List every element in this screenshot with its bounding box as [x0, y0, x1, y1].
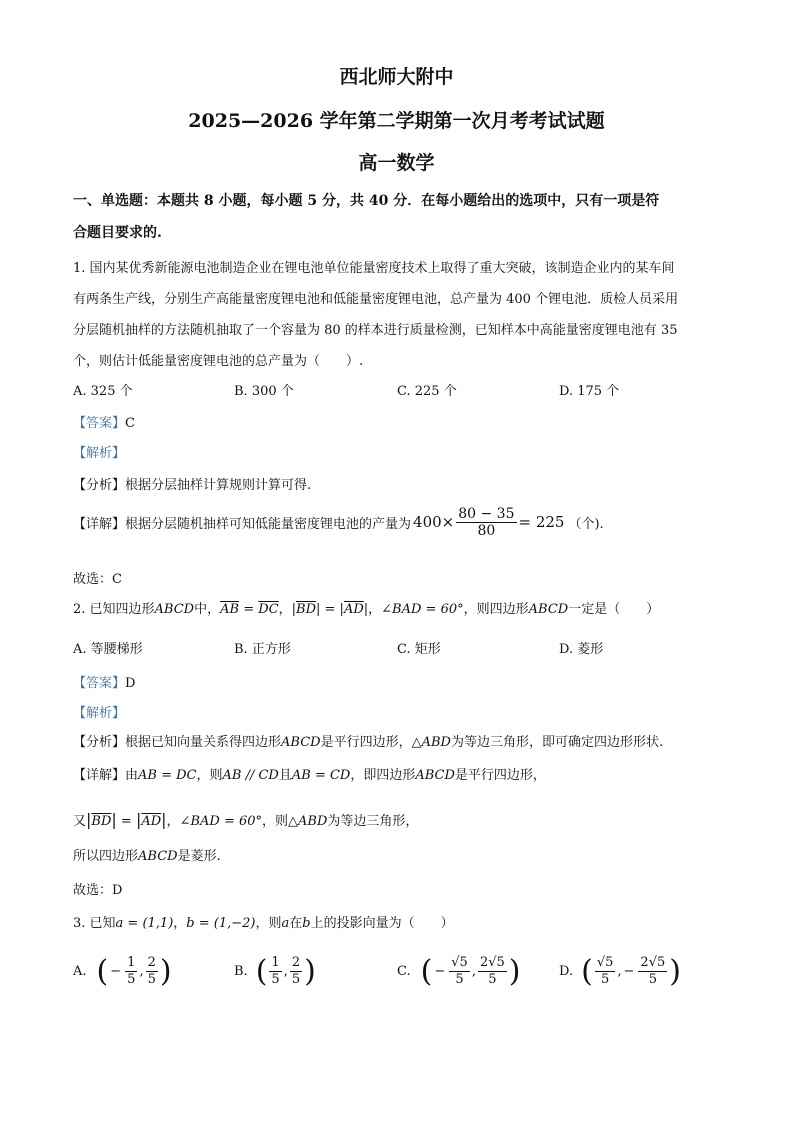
- q1-stem-line1: 1. 国内某优秀新能源电池制造企业在锂电池单位能量密度技术上取得了重大突破，该制造企业内的某车间: [73, 261, 675, 276]
- sep: ,: [283, 963, 288, 979]
- angle-bad: ∠BAD = 60°: [381, 602, 464, 617]
- neg-sign: −: [110, 963, 122, 979]
- formula-result: = 225: [518, 513, 565, 531]
- comma: ，: [368, 602, 382, 617]
- frac-den: 5: [648, 971, 657, 987]
- fenxi-post: 为等边三角形，即可确定四边形形状.: [450, 735, 664, 750]
- vec-a: a: [281, 916, 290, 931]
- vec-bd: $\overline{BD}$: [91, 814, 112, 829]
- subject-title: 高一数学: [358, 152, 435, 174]
- xj-2: ，则: [196, 768, 223, 783]
- q2-quad: ABCD: [138, 849, 178, 864]
- frac-num: 1: [271, 954, 280, 970]
- frac-den: 5: [291, 971, 301, 987]
- xiangjie-tag: 【详解】: [73, 768, 126, 783]
- xj-1: 由: [125, 768, 139, 783]
- xj-eq: AB = DC: [138, 768, 197, 783]
- q1-stem-line4: 个，则估计低能量密度锂电池的总产量为（ ）.: [73, 354, 364, 369]
- formula-denominator: 80: [477, 522, 496, 539]
- q2-quad: ABCD: [154, 602, 195, 617]
- section1-line1: 一、单选题：本题共 8 小题，每小题 5 分，共 40 分．在每小题给出的选项中，只有一项是符: [73, 193, 660, 209]
- fenxi-tag: 【分析】: [73, 478, 126, 493]
- q3-option-c: C. ( − $\frac{√5}{5}$ , $\frac{2√5}{5}$ ): [397, 953, 521, 989]
- q3-option-a: A. ( − $\frac{1}{5}$ , $\frac{2}{5}$ ): [73, 953, 172, 989]
- angle-bad: ∠BAD = 60°: [179, 814, 263, 829]
- q3-option-b: B. ( $\frac{1}{5}$ , $\frac{2}{5}$ ): [234, 953, 316, 989]
- frac-den: 5: [271, 971, 280, 987]
- q2-option-d: D. 菱形: [559, 642, 604, 657]
- frac-num: √5: [596, 954, 614, 970]
- frac-num: 2√5: [640, 954, 666, 970]
- exam-title: 2025—2026 学年第二学期第一次月考考试试题: [188, 110, 605, 132]
- q2-stem-mid: 中，: [194, 602, 221, 617]
- q2-quad: ABCD: [415, 768, 455, 783]
- frac-num: √5: [451, 954, 468, 970]
- xj-eq2: AB = CD: [291, 768, 351, 783]
- q1-fenxi: [73, 474, 311, 493]
- frac-num: 2: [147, 954, 156, 970]
- l2-post: ，则: [262, 814, 289, 829]
- l3-post: 是菱形.: [177, 849, 221, 864]
- formula-fraction: [456, 506, 516, 539]
- option-label: C.: [397, 963, 411, 979]
- fenxi-mid: 是平行四边形，: [320, 735, 412, 750]
- xiangjie-pre: 根据分层随机抽样可知低能量密度锂电池的产量为: [125, 516, 412, 532]
- frac-den: 5: [455, 971, 464, 987]
- q2-option-a: A. 等腰梯形: [73, 642, 143, 657]
- fenxi-pre: 根据已知向量关系得四边形: [125, 735, 282, 750]
- xj-4: ，即四边形: [350, 768, 416, 783]
- q2-stem-pre: 2. 已知四边形: [73, 602, 155, 617]
- xiangjie-tag: 【详解】: [73, 516, 126, 532]
- q3-stem-pre: 3. 已知: [73, 916, 116, 931]
- answer-tag: 【答案】: [73, 676, 126, 691]
- answer-tag: 【答案】: [73, 416, 126, 431]
- q2-xj-line3: [73, 845, 221, 864]
- q2-stem-post2: 一定是（ ）: [568, 602, 660, 617]
- vec-b-def: b = (1,−2): [186, 916, 256, 931]
- vec-bd: $\overline{BD}$: [296, 602, 317, 617]
- q2-quad: ABCD: [281, 735, 321, 750]
- neg-sign: −: [434, 963, 446, 979]
- triangle-abd: △ABD: [411, 735, 451, 750]
- option-label: B.: [234, 963, 248, 979]
- q2-analysis-tag: 【解析】: [73, 706, 126, 721]
- q1-option-b: B. 300 个: [234, 384, 294, 399]
- q3-zai: 在: [289, 916, 303, 931]
- q1-answer: [73, 412, 135, 431]
- q1-conclusion: 故选：C: [73, 572, 122, 587]
- fenxi-tag: 【分析】: [73, 735, 126, 750]
- q1-stem-line2: 有两条生产线，分别生产高能量密度锂电池和低能量密度锂电池，总产量为 400 个锂电池．质检人员采用: [73, 292, 679, 307]
- frac-den: 5: [127, 971, 136, 987]
- section1-line2: 合题目要求的.: [73, 225, 162, 241]
- answer-value: C: [125, 416, 135, 431]
- q1-option-c: C. 225 个: [397, 384, 457, 399]
- xj-5: 是平行四边形，: [454, 768, 546, 783]
- l2-end: 为等边三角形，: [327, 814, 419, 829]
- sep: ,: [617, 963, 622, 979]
- xj-3: 且: [278, 768, 292, 783]
- l3-pre: 所以四边形: [73, 849, 139, 864]
- answer-value: D: [125, 676, 136, 691]
- q2-fenxi: [73, 731, 663, 750]
- q1-xiangjie: [73, 502, 604, 542]
- formula-lead: 400×: [413, 513, 455, 531]
- neg-sign: −: [623, 963, 635, 979]
- vec-a-def: a = (1,1): [115, 916, 174, 931]
- l2-pre: 又: [73, 814, 87, 829]
- comma: ，: [278, 602, 292, 617]
- xj-par: AB // CD: [222, 768, 279, 783]
- school-name: 西北师大附中: [339, 66, 454, 88]
- q3-option-d: D. ( $\frac{√5}{5}$ , − $\frac{2√5}{5}$ ): [559, 953, 681, 989]
- option-label: D.: [559, 963, 574, 979]
- q1-analysis-tag: 【解析】: [73, 446, 126, 461]
- q3-stem-post: 上的投影向量为（ ）: [310, 916, 454, 931]
- q3-stem: [73, 912, 454, 931]
- q2-xiangjie: [73, 764, 546, 783]
- q2-option-b: B. 正方形: [234, 642, 291, 657]
- vec-dc: $\overline{DC}$: [258, 602, 279, 617]
- q1-stem-line3: 分层随机抽样的方法随机抽取了一个容量为 80 的样本进行质量检测，已知样本中高能量密度锂电池有 35: [73, 323, 678, 338]
- comma: ，: [173, 916, 187, 931]
- frac-num: 1: [127, 954, 136, 970]
- q2-stem: 2. 已知四边形ABCD中，$\overline{AB} = \overline{DC}$，$|\overline{BD}| = |\overline{AD}|$，∠BAD = 60°，则四边形ABCD一定是（ ）: [73, 602, 660, 617]
- option-label: A.: [73, 963, 87, 979]
- q3-stem-mid: ，则: [255, 916, 282, 931]
- q2-stem-post1: ，则四边形: [463, 602, 529, 617]
- q1-option-d: D. 175 个: [559, 384, 620, 399]
- formula-numerator: 80 − 35: [458, 505, 515, 522]
- frac-den: 5: [147, 971, 156, 987]
- frac-den: 5: [600, 971, 610, 987]
- q2-xj-line2: 又$|\overline{BD}| = |\overline{AD}|$，∠BAD = 60°，则△ABD为等边三角形，: [73, 810, 419, 829]
- fenxi-text: 根据分层抽样计算规则计算可得.: [125, 478, 312, 493]
- frac-den: 5: [488, 971, 497, 987]
- sep: ,: [471, 963, 476, 979]
- sep: ,: [139, 963, 144, 979]
- l2-mid: ，: [166, 814, 180, 829]
- q2-answer: [73, 672, 135, 691]
- vec-b: b: [302, 916, 311, 931]
- q2-option-c: C. 矩形: [397, 642, 441, 657]
- frac-num: 2√5: [479, 954, 505, 970]
- xiangjie-post: （个).: [568, 516, 604, 532]
- q2-quad: ABCD: [528, 602, 569, 617]
- q1-option-a: A. 325 个: [73, 384, 133, 399]
- frac-num: 2: [291, 954, 301, 970]
- vec-ad: $\overline{AD}$: [343, 602, 364, 617]
- triangle-abd: △ABD: [288, 814, 328, 829]
- vec-ad: $\overline{AD}$: [141, 814, 162, 829]
- q2-conclusion: 故选：D: [73, 883, 123, 898]
- vec-ab: $\overline{AB}$: [220, 602, 240, 617]
